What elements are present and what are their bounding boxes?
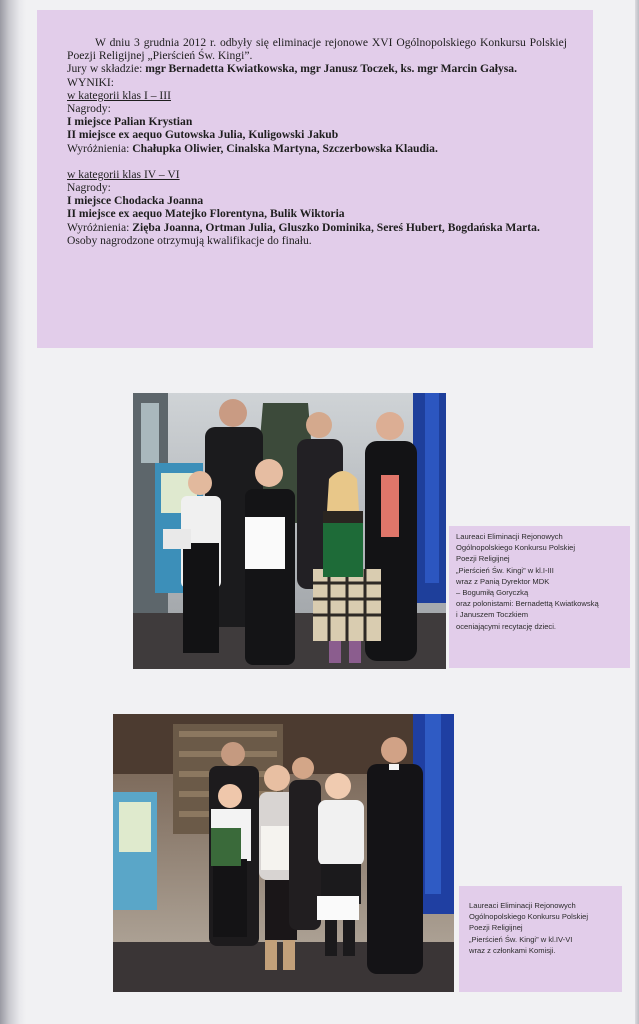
caption-line: Poezji Religijnej	[469, 923, 523, 933]
caption-line: Poezji Religijnej	[456, 554, 510, 564]
caption-line: oceniającymi recytację dzieci.	[456, 621, 557, 631]
photo-illustration	[133, 393, 446, 669]
caption-line: wraz z członkami Komisji.	[469, 945, 556, 955]
caption-line: Laureaci Eliminacji Rejonowych	[456, 532, 563, 541]
category-1-distinctions-names: Chałupka Oliwier, Cinalska Martyna, Szczerbowska Klaudia.	[132, 141, 438, 155]
caption-line: Laureaci Eliminacji Rejonowych	[469, 901, 576, 910]
announcement-panel	[37, 10, 593, 348]
caption-line: „Pierścień Św. Kingi” w kl.IV-VI	[469, 934, 573, 944]
category-1-second-place: II miejsce ex aequo Gutowska Julia, Kuligowski Jakub	[67, 128, 339, 142]
caption-line: i Januszem Toczkiem	[456, 610, 529, 620]
announcement-intro: W dniu 3 grudnia 2012 r. odbyły się eliminacje rejonowe XVI Ogólnopolskiego Konkursu Polskiej Poezji Religijnej „Pierścień Św. Kingi”.	[67, 36, 567, 63]
caption-line: wraz z Panią Dyrektor MDK	[456, 576, 550, 586]
category-2-distinctions-names: Zięba Joanna, Ortman Julia, Gluszko Dominika, Sereś Hubert, Bogdańska Marta.	[132, 220, 540, 234]
jury-label: Jury w składzie:	[67, 62, 146, 76]
caption-line: oraz polonistami: Bernadettą Kwiatkowską	[456, 599, 599, 609]
photo-caption-grades-4-6	[459, 886, 622, 992]
group-photo-grades-1-3	[133, 393, 446, 669]
category-2-awards-label: Nagrody:	[67, 181, 111, 195]
photo-caption-grades-1-3	[449, 526, 630, 668]
page-edge	[635, 0, 639, 1024]
caption-line: „Pierścień Św. Kingi” w kl.I-III	[456, 565, 554, 575]
caption-line: – Bogumiłą Goryczką	[456, 588, 529, 598]
category-1-first-place: I miejsce Palian Krystian	[67, 115, 193, 129]
caption-line: Ogólnopolskiego Konkursu Polskiej	[456, 543, 576, 553]
results-heading: WYNIKI:	[67, 75, 115, 89]
section-gap	[67, 155, 567, 168]
category-2-first-place: I miejsce Chodacka Joanna	[67, 194, 204, 208]
category-1-awards-label: Nagrody:	[67, 102, 111, 116]
category-1-heading: w kategorii klas I – III	[67, 88, 171, 102]
category-2-second-place: II miejsce ex aequo Matejko Florentyna, Bulik Wiktoria	[67, 207, 345, 221]
category-2-distinctions-label: Wyróżnienia:	[67, 220, 133, 234]
caption-line: Ogólnopolskiego Konkursu Polskiej	[469, 912, 589, 922]
jury-line	[67, 62, 567, 75]
category-1-distinctions-label: Wyróżnienia:	[67, 141, 133, 155]
group-photo-grades-4-6	[113, 714, 454, 992]
page-binding-shadow	[0, 0, 26, 1024]
category-2-distinctions	[67, 221, 567, 234]
category-1-distinctions	[67, 142, 567, 155]
photo-illustration	[113, 714, 454, 992]
category-2-heading: w kategorii klas IV – VI	[67, 167, 180, 181]
announcement-footer: Osoby nagrodzone otrzymują kwalifikacje do finału.	[67, 233, 312, 247]
jury-members: mgr Bernadetta Kwiatkowska, mgr Janusz Toczek, ks. mgr Marcin Gałysa.	[145, 62, 518, 76]
